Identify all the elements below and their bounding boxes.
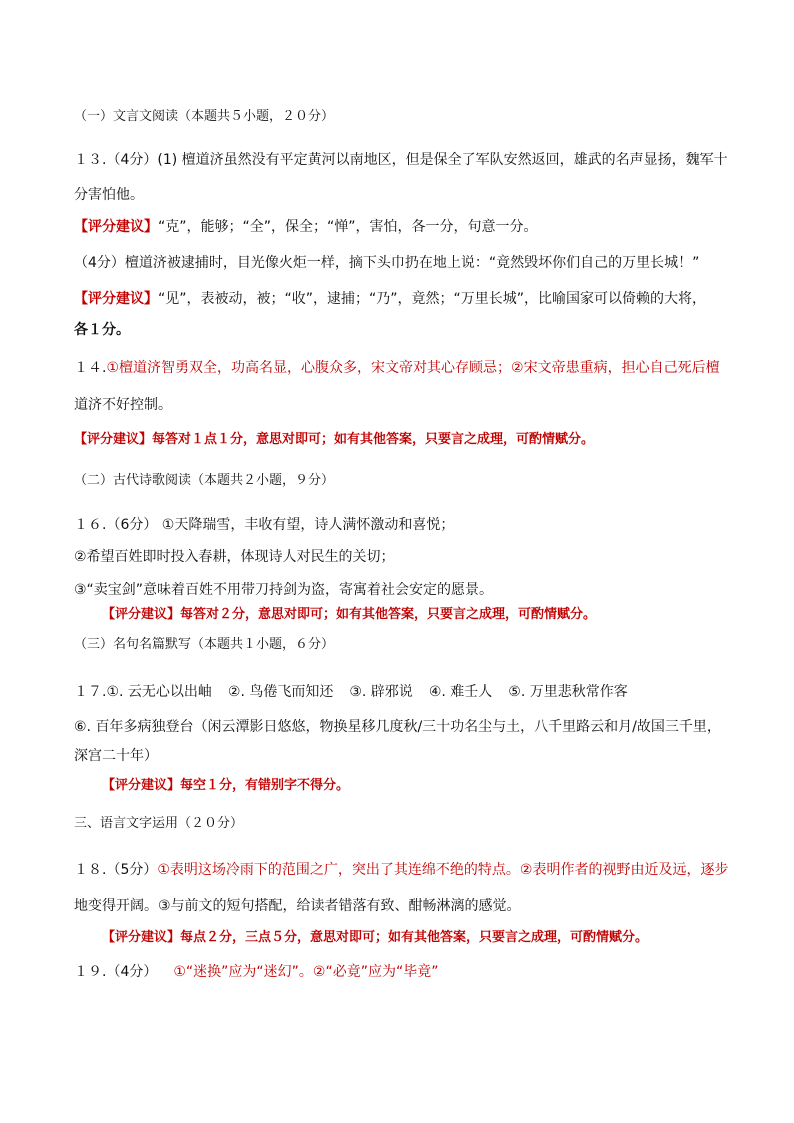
q18-text: ①表明这场冷雨下的范围之广，突出了其连绵不绝的特点。②表明作者的视野由近及远，逐步: [157, 862, 729, 878]
section-heading-poetry: （二）古代诗歌阅读（本题共２小题，９分）: [74, 473, 335, 488]
q16-answer-line-3: ③“卖宝剑”意味着百姓不用带刀持剑为盗，寄寓着社会安定的愿景。: [74, 582, 494, 598]
q17-item-1: ①. 云无心以出岫: [106, 684, 212, 700]
q17-scoring: 【评分建议】每空１分，有错别字不得分。: [102, 778, 350, 793]
q17-item-5: ⑤. 万里悲秋常作客: [508, 684, 628, 700]
q14-point-2: ②宋文帝患重病，担心自己死后檀: [511, 360, 720, 376]
q13-answer-line-1: １３.（4分）(1) 檀道济虽然没有平定黄河以南地区，但是保全了军队安然返回，雄武的名声显扬，魏军十: [74, 152, 728, 168]
q17-item-2: ②. 鸟倦飞而知还: [227, 684, 334, 700]
q19-number: １９.（4分）: [74, 964, 158, 980]
scoring-text: “见”，表被动，被；“收”，逮捕；“乃”，竟然；“万里长城”，比喻国家可以倚赖的大将，: [158, 291, 707, 307]
q17-answer-line-3: 深宫二十年）: [74, 748, 158, 764]
q16-answer-line-1: １６.（6分） ①天降瑞雪，丰收有望，诗人满怀激动和喜悦；: [74, 517, 455, 533]
q18-number: １８.（5分）: [74, 862, 158, 878]
q18-answer-line-1: [74, 861, 728, 879]
q13-scoring-2-end: 各１分。: [74, 322, 130, 338]
q17-item-4: ④. 难壬人: [428, 684, 493, 700]
q17-item-3: ③. 辟邪说: [349, 684, 413, 700]
scoring-tag: 【评分建议】: [74, 291, 158, 307]
q16-scoring: 【评分建议】每答对２分，意思对即可；如有其他答案，只要言之成理，可酌情赋分。: [102, 607, 597, 622]
section-heading-classical-chinese: （一）文言文阅读（本题共５小题，２０分）: [74, 109, 335, 124]
q17-number: １７.: [74, 684, 107, 700]
q13-scoring-1: [74, 218, 538, 236]
section-heading-memorization: （三）名句名篇默写（本题共１小题，６分）: [74, 637, 335, 652]
q17-answer-line-2: ⑥. 百年多病独登台（闲云潭影日悠悠，物换星移几度秋/三十功名尘与土，八千里路云和月/故国三千里，: [74, 719, 721, 735]
q13-answer-line-2: 分害怕他。: [74, 187, 144, 203]
q14-point-1: ①檀道济智勇双全，功高名显，心腹众多，宋文帝对其心存顾忌；: [106, 360, 512, 376]
q13-scoring-2: [74, 290, 706, 308]
scoring-tag: 【评分建议】: [74, 219, 158, 235]
q14-answer-line-2: 道济不好控制。: [74, 397, 172, 413]
scoring-text: “克”，能够；“全”，保全；“惮”，害怕，各一分，句意一分。: [158, 219, 538, 235]
q13-answer-2: （4分）檀道济被逮捕时，目光像火炬一样，摘下头巾扔在地上说：“竟然毁坏你们自己的万里长城！”: [74, 255, 700, 271]
q19-text: ①“迷换”应为“迷幻”。②“必竟”应为“毕竟”: [173, 964, 439, 980]
q18-answer-line-2: 地变得开阔。③与前文的短句搭配，给读者错落有致、酣畅淋漓的感觉。: [74, 898, 521, 914]
section-heading-language-use: 三、语言文字运用（２０分）: [74, 816, 244, 831]
q18-scoring: 【评分建议】每点２分，三点５分，意思对即可；如有其他答案，只要言之成理，可酌情赋分。: [102, 930, 649, 945]
q14-scoring: 【评分建议】每答对１点１分，意思对即可；如有其他答案，只要言之成理，可酌情赋分。: [74, 432, 595, 447]
q16-answer-line-2: ②希望百姓即时投入春耕，体现诗人对民生的关切；: [74, 549, 395, 565]
q14-answer-line-1: [74, 359, 720, 377]
q14-number: １４.: [74, 360, 107, 376]
q19-answer-line-1: [74, 963, 438, 981]
q17-answer-line-1: [74, 683, 628, 701]
